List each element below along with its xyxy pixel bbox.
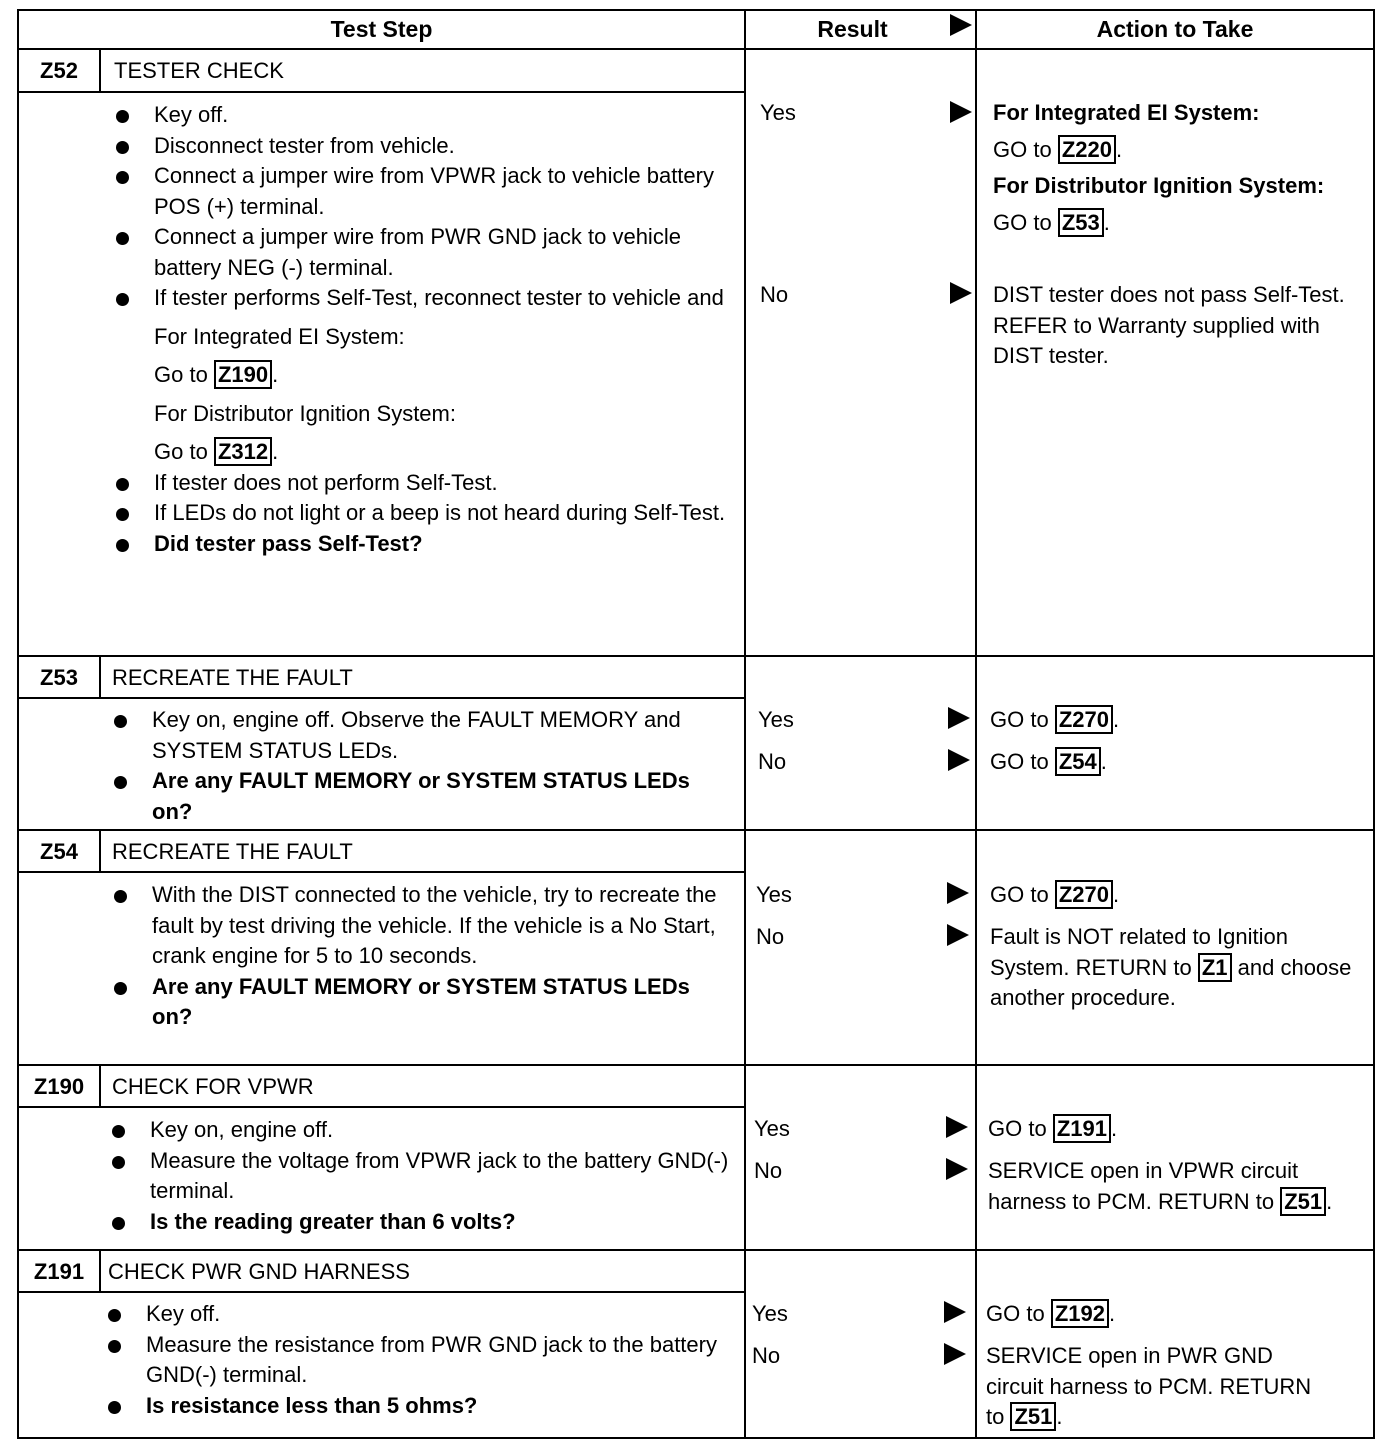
step-ref-link[interactable]: Z220 [1058, 135, 1116, 164]
header-result: Result [817, 16, 888, 42]
arrow-icon [947, 924, 969, 946]
goto-text: GO to [990, 882, 1049, 907]
bullet-item: Disconnect tester from vehicle. [114, 131, 734, 162]
step-list-z52 [114, 100, 734, 559]
goto-text: GO to [993, 136, 1052, 162]
step-ref-link[interactable]: Z190 [214, 360, 272, 389]
step-code-z53: Z53 [40, 665, 78, 690]
goto-text: GO to [990, 749, 1049, 774]
result-no: No [758, 749, 787, 774]
sub-goto: Go to Z312 . [154, 439, 279, 464]
action-yes-z190: GO to Z191 . [988, 1116, 1118, 1141]
goto-text: GO to [988, 1116, 1047, 1141]
action-no-z53: GO to Z54 . [990, 749, 1107, 774]
step-ref-link[interactable]: Z312 [214, 437, 272, 466]
bullet-item: Key on, engine off. [110, 1115, 730, 1146]
bullet-item: If tester does not perform Self-Test. [114, 468, 734, 499]
bullet-item: Key off. [114, 100, 734, 131]
arrow-icon [944, 1301, 966, 1323]
sub-goto: Go to Z190 . [154, 362, 279, 387]
arrow-icon [944, 1343, 966, 1365]
bullet-question: Did tester pass Self-Test? [114, 529, 734, 560]
goto-text: Go to [154, 439, 208, 464]
action-heading: For Integrated EI System: [993, 100, 1260, 125]
bullet-item: Measure the resistance from PWR GND jack to the battery GND(-) terminal. [106, 1330, 726, 1391]
step-ref-link[interactable]: Z54 [1055, 747, 1101, 776]
step-code-z190: Z190 [33, 1074, 85, 1099]
arrow-icon [950, 282, 972, 304]
action-text: SERVICE open in PWR GND circuit harness to PCM. RETURN to [986, 1343, 1312, 1429]
step-ref-link[interactable]: Z51 [1010, 1402, 1056, 1431]
action-goto: GO to Z220 . [993, 136, 1123, 162]
goto-text: GO to [986, 1301, 1045, 1326]
step-ref-link[interactable]: Z51 [1280, 1187, 1326, 1216]
step-title-z190: CHECK FOR VPWR [112, 1074, 314, 1099]
step-ref-link[interactable]: Z270 [1055, 880, 1113, 909]
goto-text: GO to [990, 707, 1049, 732]
result-no: No [760, 282, 789, 307]
header-arrow-icon [950, 14, 972, 36]
arrow-icon [948, 749, 970, 771]
action-text: and choose another procedure. [990, 954, 1352, 1010]
arrow-icon [950, 101, 972, 123]
step-title-z52: TESTER CHECK [114, 58, 284, 83]
action-goto: GO to Z53 . [993, 209, 1110, 235]
header-test-step: Test Step [330, 16, 433, 42]
result-no: No [752, 1343, 781, 1368]
step-list-z53 [112, 705, 732, 827]
goto-text: Go to [154, 362, 208, 387]
action-no-z52: DIST tester does not pass Self-Test. REFER to Warranty supplied with DIST tester. [993, 282, 1345, 368]
result-no: No [756, 924, 785, 949]
step-list-z190 [110, 1115, 730, 1237]
result-yes: Yes [758, 707, 794, 732]
result-yes: Yes [756, 882, 792, 907]
result-yes: Yes [760, 100, 796, 125]
action-yes-z52 [993, 98, 1363, 244]
sub-heading: For Integrated EI System: [154, 323, 405, 349]
arrow-icon [948, 707, 970, 729]
bullet-item: Connect a jumper wire from PWR GND jack to vehicle battery NEG (-) terminal. [114, 222, 734, 283]
arrow-icon [947, 882, 969, 904]
bullet-item: If LEDs do not light or a beep is not heard during Self-Test. [114, 498, 734, 529]
bullet-item: Measure the voltage from VPWR jack to the battery GND(-) terminal. [110, 1146, 730, 1207]
arrow-icon [946, 1116, 968, 1138]
bullet-text: If tester performs Self-Test, reconnect tester to vehicle and [154, 285, 724, 310]
step-code-z191: Z191 [33, 1259, 85, 1284]
action-yes-z53: GO to Z270 . [990, 707, 1120, 732]
step-code-z52: Z52 [40, 58, 78, 83]
step-ref-link[interactable]: Z1 [1198, 953, 1232, 982]
step-title-z54: RECREATE THE FAULT [112, 839, 353, 864]
step-title-z53: RECREATE THE FAULT [112, 665, 353, 690]
bullet-item [114, 283, 734, 468]
result-yes: Yes [754, 1116, 790, 1141]
step-ref-link[interactable]: Z53 [1058, 208, 1104, 237]
header-action: Action to Take [1096, 16, 1254, 42]
step-list-z54 [112, 880, 732, 1033]
action-yes-z191: GO to Z192 . [986, 1301, 1116, 1326]
arrow-icon [946, 1158, 968, 1180]
step-ref-link[interactable]: Z270 [1055, 705, 1113, 734]
step-list-z191 [106, 1299, 726, 1421]
bullet-item: With the DIST connected to the vehicle, try to recreate the fault by test driving the vehicle. If the vehicle is a No Start, crank engine for 5 to 10 seconds. [112, 880, 732, 972]
bullet-question: Is resistance less than 5 ohms? [106, 1391, 726, 1422]
action-no-z190: SERVICE open in VPWR circuit harness to PCM. RETURN to Z51 . [988, 1158, 1333, 1214]
step-ref-link[interactable]: Z191 [1053, 1114, 1111, 1143]
action-text: Fault is NOT related to Ignition System. RETURN to [990, 924, 1288, 980]
action-no-z54 [990, 922, 1360, 1014]
action-no-z191: SERVICE open in PWR GND circuit harness to PCM. RETURN to Z51 . [986, 1343, 1312, 1429]
bullet-question: Are any FAULT MEMORY or SYSTEM STATUS LEDs on? [112, 766, 732, 827]
step-code-z54: Z54 [40, 839, 78, 864]
sub-heading: For Distributor Ignition System: [154, 400, 456, 426]
bullet-item: Key on, engine off. Observe the FAULT MEMORY and SYSTEM STATUS LEDs. [112, 705, 732, 766]
action-yes-z54: GO to Z270 . [990, 882, 1120, 907]
bullet-question: Are any FAULT MEMORY or SYSTEM STATUS LEDs on? [112, 972, 732, 1033]
action-heading: For Distributor Ignition System: [993, 173, 1325, 198]
action-text: SERVICE open in VPWR circuit harness to PCM. RETURN to [988, 1158, 1299, 1214]
result-no: No [754, 1158, 783, 1183]
step-title-z191: CHECK PWR GND HARNESS [108, 1259, 410, 1284]
step-ref-link[interactable]: Z192 [1051, 1299, 1109, 1328]
bullet-item: Key off. [106, 1299, 726, 1330]
bullet-item: Connect a jumper wire from VPWR jack to vehicle battery POS (+) terminal. [114, 161, 734, 222]
result-yes: Yes [752, 1301, 788, 1326]
bullet-question: Is the reading greater than 6 volts? [110, 1207, 730, 1238]
goto-text: GO to [993, 209, 1052, 235]
